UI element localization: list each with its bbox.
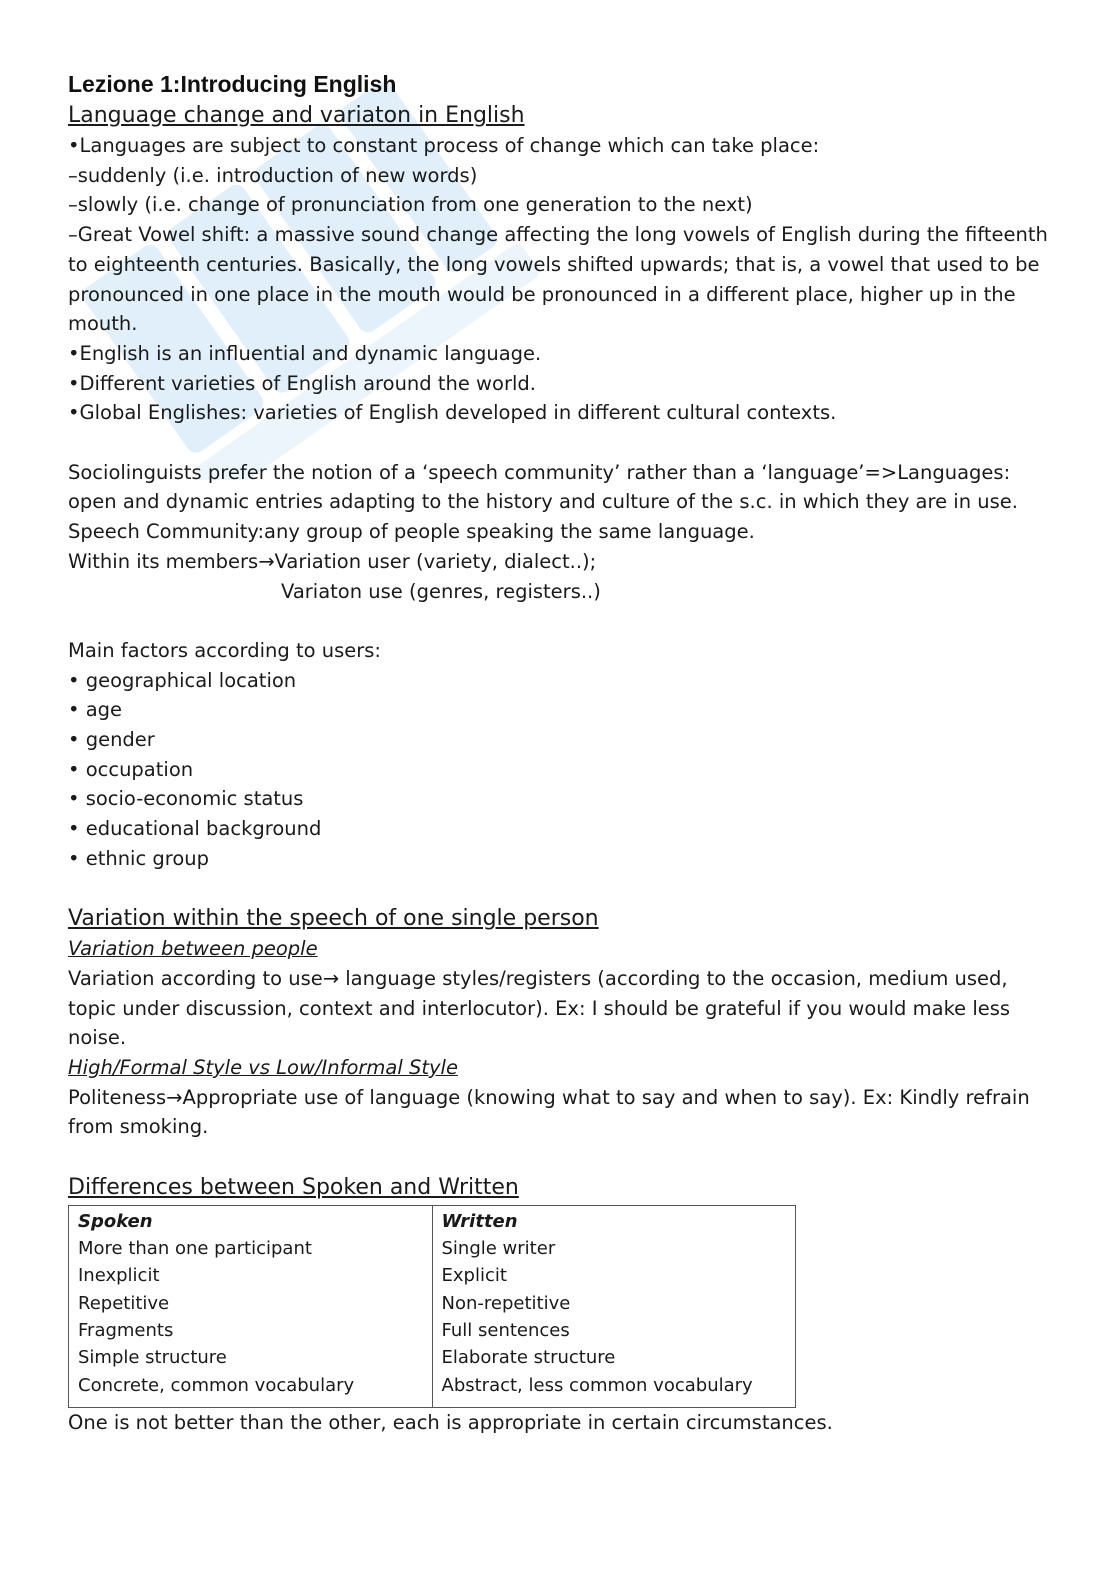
- comparison-table: [68, 1205, 796, 1408]
- factors-list: [68, 666, 1058, 874]
- table-cell: Concrete, common vocabulary: [78, 1374, 355, 1396]
- table-cell: Repetitive: [78, 1292, 170, 1314]
- bullet-line: •Different varieties of English around the world.: [68, 371, 536, 395]
- table-cell: Inexplicit: [78, 1265, 160, 1287]
- subheading-formal-informal: High/Formal Style vs Low/Informal Style: [68, 1056, 458, 1080]
- section-heading-spoken-written: Differences between Spoken and Written: [68, 1174, 519, 1200]
- paragraph-variation-use: Variation according to use→ language styles/registers (according to the occasion, medium used, topic under discussion, context and interlocutor). Ex: I should be grateful if you would make less noise.: [68, 966, 1011, 1050]
- table-cell-spoken: [69, 1205, 433, 1407]
- dash-line-great-vowel-shift: –Great Vowel shift: a massive sound change affecting the long vowels of English during the fifteenth to eighteenth centuries. Basically, the long vowels shifted upwards; that is, a vowel that used to be pronounced in one place in the mouth would be pronounced in a different place, higher up in the mouth.: [68, 223, 1048, 336]
- list-item: • socio-economic status: [68, 787, 304, 811]
- column-header-written: Written: [441, 1210, 518, 1232]
- dash-line: –suddenly (i.e. introduction of new words): [68, 163, 478, 187]
- section-heading-language-change: Language change and variaton in English: [68, 103, 525, 128]
- paragraph-variation-use: Variaton use (genres, registers..): [281, 579, 601, 603]
- table-cell: Simple structure: [78, 1347, 227, 1369]
- table-cell: Non-repetitive: [441, 1292, 571, 1314]
- bullet-line: •Global Englishes: varieties of English developed in different cultural contexts.: [68, 401, 837, 425]
- list-item: • educational background: [68, 817, 322, 841]
- table-cell-written: [432, 1205, 796, 1407]
- list-item: • age: [68, 698, 123, 722]
- paragraph-footer: One is not better than the other, each is appropriate in certain circumstances.: [68, 1410, 833, 1434]
- list-item: • ethnic group: [68, 846, 210, 870]
- page-title: Lezione 1:Introducing English: [68, 71, 397, 97]
- table-cell: Abstract, less common vocabulary: [441, 1374, 753, 1396]
- paragraph-politeness: Politeness→Appropriate use of language (knowing what to say and when to say). Ex: Kindly refrain from smoking.: [68, 1085, 1030, 1139]
- bullet-line: •English is an influential and dynamic language.: [68, 341, 542, 365]
- list-item: • gender: [68, 728, 155, 752]
- table-cell: Explicit: [441, 1265, 507, 1287]
- dash-line: –slowly (i.e. change of pronunciation from one generation to the next): [68, 193, 753, 217]
- table-cell: Single writer: [441, 1238, 556, 1260]
- list-item: • occupation: [68, 757, 194, 781]
- table-cell: More than one participant: [78, 1238, 312, 1260]
- section-heading-variation-speech: Variation within the speech of one single person: [68, 906, 599, 932]
- paragraph-speech-community: Speech Community:any group of people speaking the same language.: [68, 520, 755, 544]
- table-cell: Full sentences: [441, 1320, 570, 1342]
- table-cell: Elaborate structure: [441, 1347, 616, 1369]
- column-header-spoken: Spoken: [78, 1210, 153, 1232]
- paragraph-within-members: Within its members→Variation user (variety, dialect..);: [68, 549, 597, 573]
- table-row: [69, 1205, 796, 1407]
- table-cell: Fragments: [78, 1320, 174, 1342]
- document-page: [68, 68, 1058, 1438]
- bullet-line: •Languages are subject to constant process of change which can take place:: [68, 134, 820, 157]
- paragraph-sociolinguists: Sociolinguists prefer the notion of a ‘speech community’ rather than a ‘language’=>Languages: open and dynamic entries adapting to the history and culture of the s.c. in which they are in use.: [68, 460, 1018, 514]
- subheading-variation-between-people: Variation between people: [68, 937, 318, 961]
- list-item: • geographical location: [68, 668, 297, 692]
- factors-intro: Main factors according to users:: [68, 638, 381, 662]
